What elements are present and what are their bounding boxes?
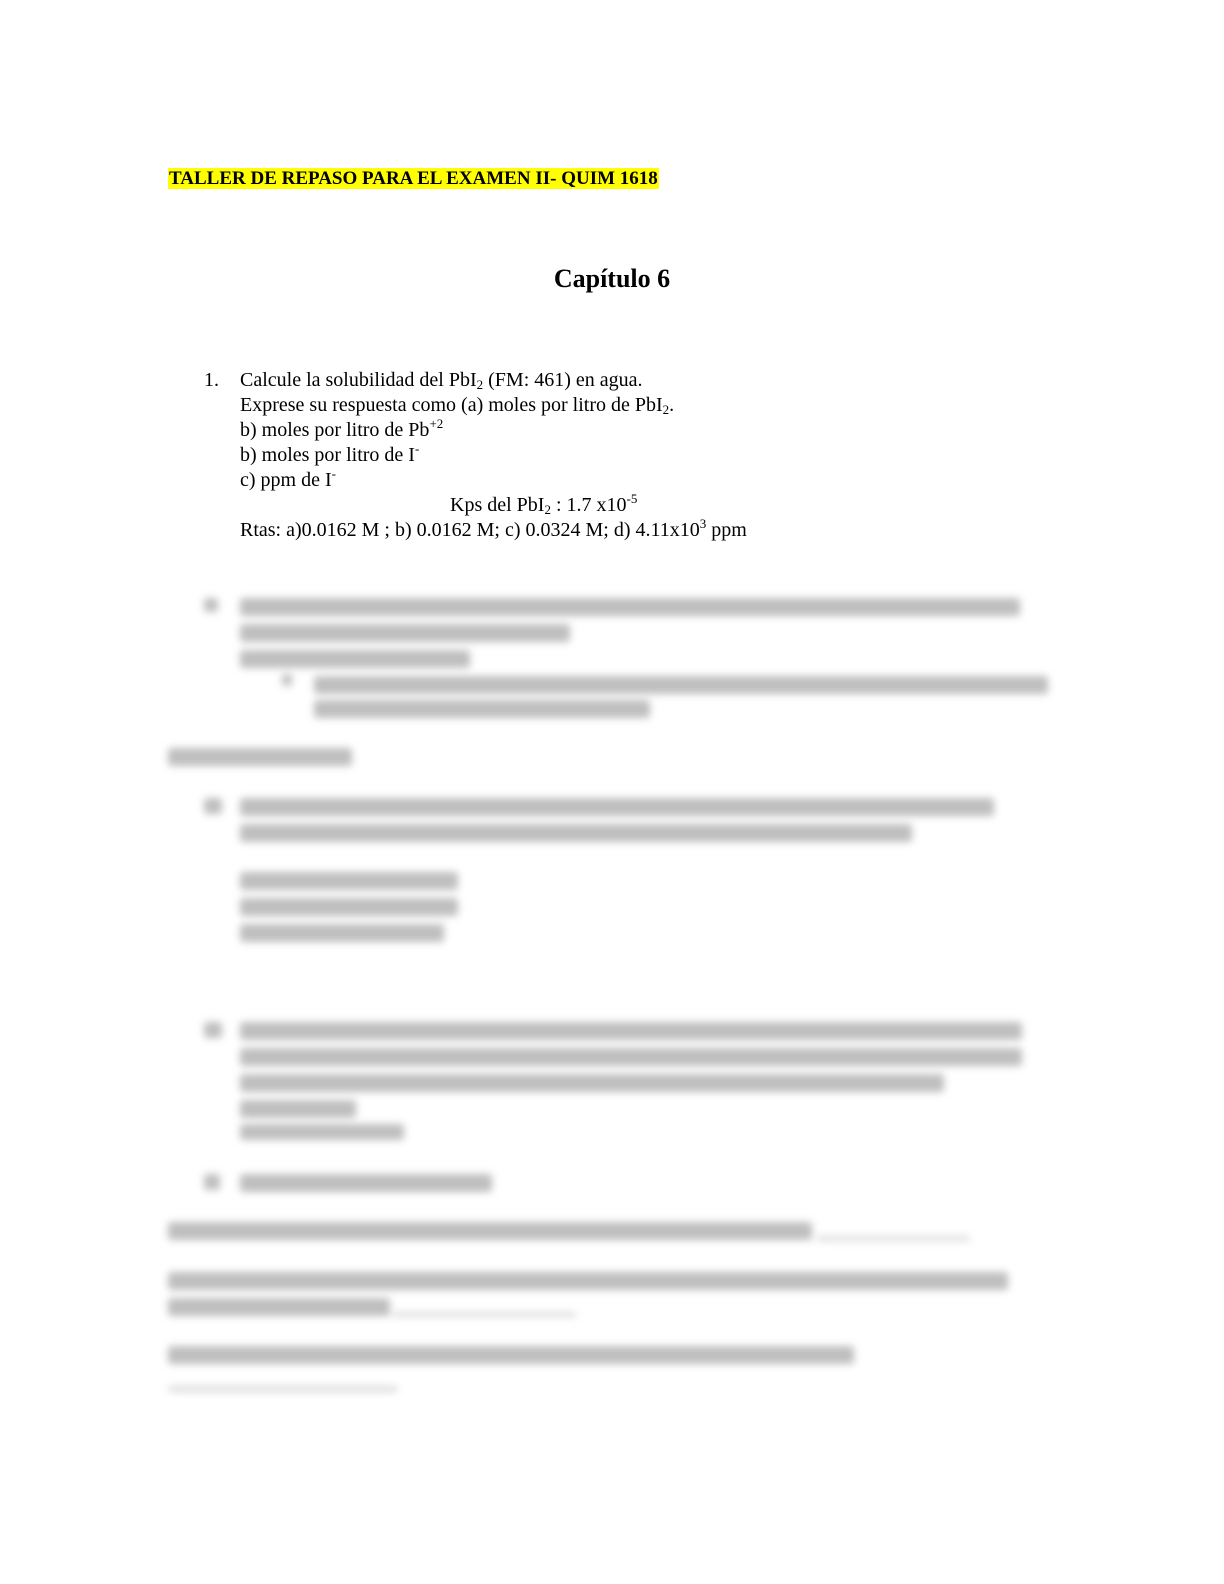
- blurred-text: [240, 824, 912, 842]
- text-segment: Calcule la solubilidad del PbI: [240, 369, 477, 391]
- blurred-text: [240, 1074, 944, 1092]
- blurred-text: [168, 1272, 1008, 1290]
- blurred-text: [240, 924, 444, 942]
- blurred-text: [240, 898, 458, 916]
- blurred-text: [204, 798, 222, 814]
- chapter-title: Capítulo 6: [553, 264, 671, 293]
- blurred-answer-line: [816, 1236, 970, 1241]
- question-1-line-4: [240, 443, 1060, 468]
- superscript: -5: [626, 491, 638, 506]
- question-1-kps: [240, 493, 1060, 518]
- blurred-text: [240, 624, 570, 642]
- text-segment: c) ppm de I: [240, 469, 332, 491]
- blurred-text: [168, 1222, 812, 1240]
- question-1-line-2: [240, 393, 1060, 418]
- blurred-text: [314, 676, 1048, 694]
- subscript: 2: [544, 502, 551, 517]
- blurred-answer-line: [168, 1386, 398, 1392]
- blurred-text: [168, 1346, 854, 1364]
- text-segment: .: [669, 394, 675, 416]
- text-segment: b) moles por litro de Pb: [240, 419, 430, 441]
- question-1-number: 1.: [204, 369, 219, 391]
- blurred-text: [282, 674, 292, 686]
- subscript: 2: [662, 402, 670, 417]
- superscript: 3: [699, 516, 707, 531]
- superscript: -: [331, 466, 336, 481]
- text-segment: ppm: [706, 519, 747, 541]
- question-1-line-5: [240, 468, 1060, 493]
- question-1-answers: [240, 518, 1060, 543]
- blurred-text: [240, 1100, 356, 1118]
- blurred-text: [204, 1174, 220, 1190]
- question-1-line-3: [240, 418, 1060, 443]
- question-1-body: [240, 368, 1060, 543]
- blurred-text: [204, 598, 218, 612]
- text-segment: Rtas: a)0.0162 M ; b) 0.0162 M; c) 0.0324 M; d) 4.11x10: [240, 519, 700, 541]
- text-segment: Kps del PbI: [450, 494, 545, 516]
- blurred-text: [240, 598, 1020, 616]
- text-segment: b) moles por litro de I: [240, 444, 415, 466]
- blurred-text: [168, 748, 352, 766]
- blurred-text: [240, 1124, 404, 1140]
- blurred-text: [240, 1174, 492, 1192]
- blurred-text: [204, 1022, 222, 1038]
- superscript: -: [414, 441, 420, 456]
- text-segment: Exprese su respuesta como (a) moles por litro de PbI: [240, 394, 663, 416]
- blurred-text: [240, 1022, 1022, 1040]
- blurred-text: [240, 650, 470, 668]
- superscript: +2: [429, 416, 444, 431]
- subscript: 2: [476, 377, 484, 392]
- worksheet-header-text: TALLER DE REPASO PARA EL EXAMEN II- QUIM 1618: [169, 168, 658, 189]
- worksheet-header: [168, 166, 659, 192]
- blurred-text: [240, 1048, 1022, 1066]
- blurred-text: [314, 700, 650, 718]
- blurred-answer-line: [392, 1312, 576, 1317]
- blurred-text: [168, 1298, 390, 1316]
- blurred-text: [240, 872, 458, 890]
- text-segment: : 1.7 x10: [550, 494, 627, 516]
- text-segment: (FM: 461) en agua.: [483, 369, 643, 391]
- question-1-line-1: [240, 368, 1060, 393]
- blurred-text: [240, 798, 994, 816]
